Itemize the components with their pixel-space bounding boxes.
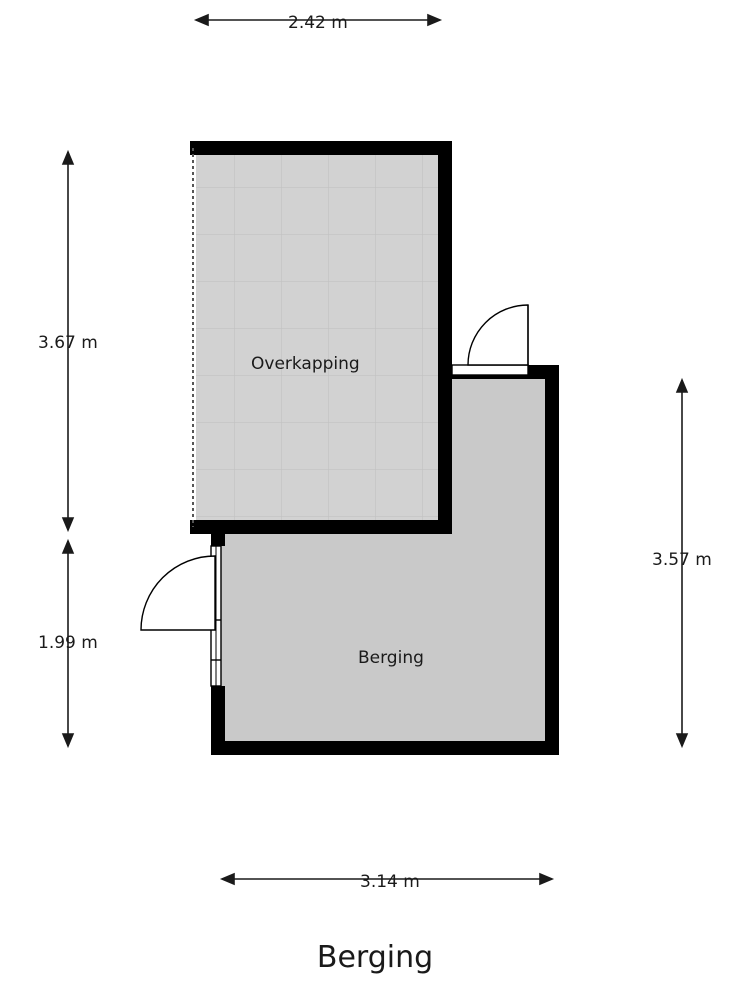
dimension-label-left-upper: 3.67 m (38, 333, 98, 353)
room-overkapping (196, 148, 438, 527)
dimension-label-top: 2.42 m (288, 13, 348, 33)
dimension-label-left-lower: 1.99 m (38, 633, 98, 653)
room-label-berging: Berging (358, 648, 424, 668)
door-right (452, 305, 528, 375)
door-left (141, 546, 221, 686)
page-title: Berging (316, 940, 434, 975)
room-label-overkapping: Overkapping (251, 354, 360, 374)
dimension-label-right: 3.57 m (652, 550, 712, 570)
dimension-label-bottom: 3.14 m (360, 872, 420, 892)
